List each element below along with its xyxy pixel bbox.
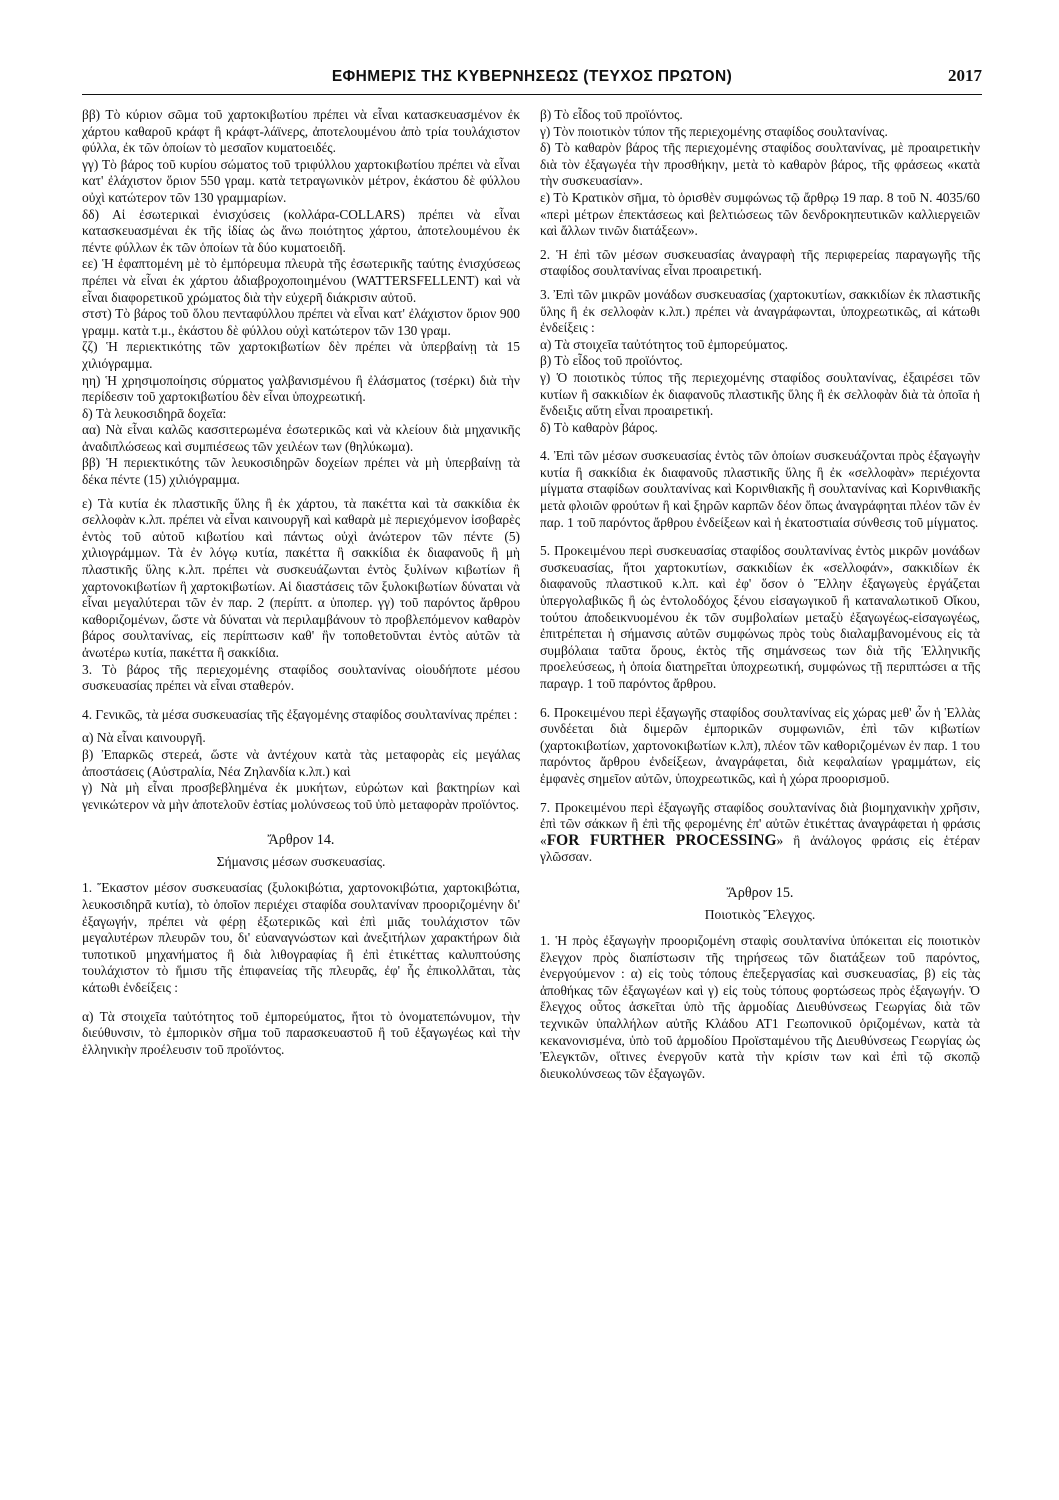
paragraph: 3. Ἐπὶ τῶν μικρῶν μονάδων συσκευασίας (χαρτοκυτίων, σακκιδίων ἐκ πλαστικῆς ὕλης ἢ ἐκ σελλοφὰν κ.λπ.) πρέπει νὰ ἀναγράφωνται, ὑποχρεωτικῶς, αἱ κάτωθι ἐνδείξεις : (540, 286, 980, 336)
paragraph: γ) Νὰ μὴ εἶναι προσβεβλημένα ἐκ μυκήτων, εὐρώτων καὶ βακτηρίων καὶ γενικώτερον νὰ μὴν ἀποτελοῦν ἑστίας μολύνσεως τοῦ ὑπὸ μεταφορὰν προϊόντος. (82, 780, 520, 812)
right-column (540, 107, 980, 1082)
paragraph: ε) Τὸ Κρατικὸν σῆμα, τὸ ὁρισθὲν συμφώνως τῷ ἄρθρῳ 19 παρ. 8 τοῦ Ν. 4035/60 «περὶ μέτρων ἐπεκτάσεως καὶ βελτιώσεως τῶν δενδροκηπευτικῶν καλλιεργειῶν καὶ ἄλλων τινῶν διατάξεων». (540, 189, 980, 239)
paragraph: εε) Ἡ ἐφαπτομένη μὲ τὸ ἐμπόρευμα πλευρὰ τῆς ἐσωτερικῆς ταύτης ἐνισχύσεως πρέπει νὰ εἶναι ἐκ χάρτου ἀδιαβροχοποιημένου (WATTERSFELLENT) καὶ νὰ εἶναι διαφορετικοῦ χρώματος διὰ τὴν εὐχερῆ διάκρισιν αὐτοῦ. (82, 256, 520, 305)
paragraph: ηη) Ἡ χρησιμοποίησις σύρματος γαλβανισμένου ἢ ἐλάσματος (τσέρκι) διὰ τὴν περίδεσιν τοῦ χαρτοκιβωτίου δὲν εἶναι ὑποχρεωτική. (82, 372, 520, 405)
page-number: 2017 (948, 66, 982, 85)
text-span: » ἢ ἀνάλογος φράσις εἰς ἑτέραν γλῶσσαν. (540, 832, 980, 865)
paragraph: δδ) Αἱ ἐσωτερικαὶ ἐνισχύσεις (κολλάρα-COLLARS) πρέπει νὰ εἶναι κατασκευασμέναι ἐκ τῆς ἰδίας ὡς ἄνω ποιότητος χάρτου, ἀποτελουμένου ἐκ πέντε φύλλων ἐκ τῶν ὁποίων τὰ δύο κυματοειδῆ. (82, 206, 520, 255)
paragraph: α) Νὰ εἶναι καινουργῆ. (82, 730, 206, 746)
paragraph: 4. Γενικῶς, τὰ μέσα συσκευασίας τῆς ἐξαγομένης σταφίδος σουλτανίνας πρέπει : (82, 706, 518, 722)
paragraph: ε) Τὰ κυτία ἐκ πλαστικῆς ὕλης ἢ ἐκ χάρτου, τὰ πακέττα καὶ τὰ σακκίδια ἐκ σελλοφὰν κ.λπ. πρέπει νὰ εἶναι καινουργῆ καὶ καθαρὰ μὲ περιεχόμενον ἰσοβαρὲς ἐντὸς τοῦ αὐτοῦ κιβωτίου καὶ πάντως οὐχὶ ἀνώτερον τῶν πέντε (5) χιλιογράμμων. Τὰ ἐν λόγῳ κυτία, πακέττα ἢ σακκίδια ἐκ διαφανοῦς ἢ μὴ πλαστικῆς ὕλης κ.λπ. πρέπει νὰ συσκευάζωνται ἐντὸς ξυλίνων κιβωτίων ἢ χαρτονοκιβωτίων ἢ χαρτοκιβωτίων. Αἱ διαστάσεις τῶν ξυλοκιβωτίων δύναται νὰ εἶναι μεγαλύτεραι τῶν ἐν παρ. 2 (περίπτ. α ὑποπερ. γγ) τοῦ παρόντος ἄρθρου καθοριζομένων, ὥστε νὰ δύναται νὰ περιλαμβάνουν τὸ προβλεπόμενον καθαρὸν βάρος σουλτανίνας, εἰς περίπτωσιν καθ' ἣν τοποθετοῦνται ἐντὸς αὐτῶν τὰ ἀνωτέρω κυτία, πακέττα ἢ σακκίδια. (82, 495, 520, 660)
paragraph: 5. Προκειμένου περὶ συσκευασίας σταφίδος σουλτανίνας ἐντὸς μικρῶν μονάδων συσκευασίας, ἤτοι χαρτοκυτίων, σακκιδίων ἐκ «σελλοφάν», σακκιδίων ἐκ διαφανοῦς πλαστικοῦ κ.λπ. καὶ ἐφ' ὅσον ὁ Ἕλλην ἐξαγωγεὺς ἐργάζεται ὑπεργολαβικῶς ἢ ὡς ἐντολοδόχος ξένου εἰσαγωγικοῦ ἢ καταναλωτικοῦ Οἴκου, τούτου ἀποδεικνυομένου ἐκ τῶν συμβολαίων μεταξὺ ἐξαγωγέως-εἰσαγωγέως, ἐπιτρέπεται ἡ σήμανσις αὐτῶν συμφώνως πρὸς τοὺς διαλαμβανομένους εἰς τὰ συμβόλαια ταῦτα ὅρους, ἐκτὸς τῆς σημάνσεως των διὰ τῆς Ἑλληνικῆς προελεύσεως, ἡ ὁποία διατηρεῖται ὑποχρεωτική, συμφώνως τῇ περιπτώσει α τῆς παραγρ. 1 τοῦ παρόντος ἄρθρου. (540, 543, 980, 691)
paragraph: 1. Ἡ πρὸς ἐξαγωγὴν προοριζομένη σταφὶς σουλτανίνα ὑπόκειται εἰς ποιοτικὸν ἔλεγχον πρὸς διαπίστωσιν τῆς τηρήσεως τῶν διατάξεων τοῦ παρόντος, ἐνεργούμενον : α) εἰς τοὺς τόπους ἐπεξεργασίας καὶ συσκευασίας, β) εἰς τὰς ἀποθήκας τῶν ἐξαγωγέων καὶ γ) εἰς τοὺς τόπους φορτώσεως πρὸς ἐξαγωγήν. Ὁ ἔλεγχος οὗτος ἀσκεῖται ὑπὸ τῆς ἁρμοδίας Διευθύνσεως Γεωργίας διὰ τῶν τεχνικῶν ὑπαλλήλων αὐτῆς Κλάδου ΑΤ1 Γεωπονικοῦ ὁριζομένων, κατὰ τὰ κεκανονισμένα, ὑπὸ τοῦ ἁρμοδίου Προϊσταμένου τῆς Διευθύνσεως Γεωργίας ὡς Ἐλεγκτῶν, οἵτινες ἐνεργοῦν κατὰ τὴν κρίσιν των καὶ ἐπὶ τῷ σκοπῷ διευκολύνσεως τῶν ἐξαγωγῶν. (540, 932, 980, 1081)
paragraph: γ) Τὸν ποιοτικὸν τύπον τῆς περιεχομένης σταφίδος σουλτανίνας. (540, 123, 888, 139)
article-15-title: Ἄρθρον 15. (726, 884, 794, 901)
paragraph: ββ) Τὸ κύριον σῶμα τοῦ χαρτοκιβωτίου πρέπει νὰ εἶναι κατασκευασμένον ἐκ χάρτου καθαροῦ κράφτ ἢ κράφτ-λάϊνερς, ἀποτελουμένου ἀπὸ τρία τουλάχιστον φύλλα, ἐκ τῶν ὁποίων τὸ μεσαῖον κυματοειδές. (82, 107, 520, 156)
paragraph: 4. Ἐπὶ τῶν μέσων συσκευασίας ἐντὸς τῶν ὁποίων συσκευάζονται πρὸς ἐξαγωγὴν κυτία ἢ σακκίδια ἐκ διαφανοῦς πλαστικῆς ὕλης ἢ ἐκ «σελλοφὰν» περιέχοντα μίγματα σταφίδων σουλτανίνας καὶ Κορινθιακῆς ἢ σουλτανίνας καὶ Κορινθιακῆς μετὰ φλοιῶν φρούτων ἢ καὶ ξηρῶν καρπῶν δέον ὅπως ἀναγράφηται πλέον τῶν ἐν παρ. 1 τοῦ παρόντος ἄρθρου ἐνδείξεων καὶ ἡ ἑκατοστιαία σύνθεσις τοῦ μίγματος. (540, 448, 980, 530)
paragraph: ζζ) Ἡ περιεκτικότης τῶν χαρτοκιβωτίων δὲν πρέπει νὰ ὑπερβαίνῃ τὰ 15 χιλιόγραμμα. (82, 339, 520, 371)
header-rule (82, 94, 982, 95)
paragraph: αα) Νὰ εἶναι καλῶς κασσιτερωμένα ἐσωτερικῶς καὶ νὰ κλείουν διὰ μηχανικῆς ἀναδιπλώσεως καὶ συμπιέσεως τῶν χειλέων των (θηλύκωμα). (82, 422, 520, 454)
left-column (82, 107, 520, 1058)
text-span: 7. Προκειμένου περὶ ἐξαγωγῆς σταφίδος σουλτανίνας διὰ βιομηχανικὴν χρῆσιν, ἐπὶ τῶν σάκκων ἢ ἐπὶ τῆς φερομένης ἐπ' αὐτῶν ἐτικέττας ἀναγράφεται ἡ φράσις « (540, 799, 980, 848)
paragraph: β) Τὸ εἶδος τοῦ προϊόντος. (540, 107, 683, 122)
paragraph: στστ) Τὸ βάρος τοῦ ὅλου πενταφύλλου πρέπει νὰ εἶναι κατ' ἐλάχιστον ὅριον 900 γραμμ. κατὰ τ.μ., ἑκάστου δὲ φύλλου οὐχὶ κατώτερον τῶν 130 γραμ. (82, 306, 520, 338)
paragraph: 2. Ἡ ἐπὶ τῶν μέσων συσκευασίας ἀναγραφὴ τῆς περιφερείας παραγωγῆς τῆς σταφίδος σουλτανίνας εἶναι προαιρετική. (540, 246, 980, 279)
paragraph: β) Τὸ εἶδος τοῦ προϊόντος. (540, 353, 683, 369)
article-15-subtitle: Ποιοτικὸς Ἔλεγχος. (704, 906, 816, 922)
gazette-title: ΕΦΗΜΕΡΙΣ ΤΗΣ ΚΥΒΕΡΝΗΣΕΩΣ (ΤΕΥΧΟΣ ΠΡΩΤΟΝ) (331, 68, 733, 85)
further-processing-phrase: FOR FURTHER PROCESSING (546, 831, 777, 849)
page-header (82, 64, 982, 92)
paragraph: δ) Τὸ καθαρὸν βάρος. (540, 419, 658, 435)
paragraph-further-processing (540, 800, 980, 866)
paragraph: δ) Τὸ καθαρὸν βάρος τῆς περιεχομένης σταφίδος σουλτανίνας, μὲ προαιρετικὴν διὰ τὸν ἐξαγωγέα τὴν προσθήκην, μετὰ τὸ καθαρὸν βάρος, τῆς φράσεως «κατὰ τὴν συσκευασίαν». (540, 140, 980, 189)
paragraph: ββ) Ἡ περιεκτικότης τῶν λευκοσιδηρῶν δοχείων πρέπει νὰ μὴ ὑπερβαίνῃ τὰ δέκα πέντε (15) χιλιόγραμμα. (82, 455, 520, 488)
paragraph: α) Τὰ στοιχεῖα ταὐτότητος τοῦ ἐμπορεύματος. (540, 336, 788, 352)
paragraph: 1. Ἕκαστον μέσον συσκευασίας (ξυλοκιβώτια, χαρτονοκιβώτια, χαρτοκιβώτια, λευκοσιδηρᾶ κυτία), τὸ ὁποῖον περιέχει σταφίδα σουλτανίναν προοριζομένην δι' ἐξαγωγήν, πρέπει νὰ φέρῃ ἐξωτερικῶς καὶ ἐπὶ μιᾶς τουλάχιστον τῶν μεγαλυτέρων πλευρῶν του, δι' εὐαναγνώστων καὶ ἀνεξιτήλων χαρακτήρων διὰ τυποτικοῦ μηχανήματος ἢ διὰ λιθογραφίας ἢ ἐπὶ ἐτικέττας καλυπτούσης τουλάχιστον τὸ ἥμισυ τῆς ἐπιφανείας τῆς πλευρᾶς, ἐφ' ἧς ἐπικολλᾶται, τὰς κάτωθι ἐνδείξεις : (82, 880, 520, 995)
article-14-subtitle: Σήμανσις μέσων συσκευασίας. (216, 854, 386, 870)
paragraph: β) Ἐπαρκῶς στερεά, ὥστε νὰ ἀντέχουν κατὰ τὰς μεταφορὰς εἰς μεγάλας ἀποστάσεις (Αὐστραλία, Νέα Ζηλανδία κ.λπ.) καὶ (82, 746, 520, 779)
paragraph: γ) Ὁ ποιοτικὸς τύπος τῆς περιεχομένης σταφίδος σουλτανίνας, ἐξαιρέσει τῶν κυτίων ἢ σακκιδίων ἐκ διαφανοῦς πλαστικῆς ὕλης ἢ ἐκ σελλοφὰν διὰ τὰ ὁποῖα ἡ ἔνδειξις αὕτη εἶναι προαιρετική. (540, 369, 980, 419)
paragraph: δ) Τὰ λευκοσιδηρᾶ δοχεῖα: (82, 405, 227, 421)
article-14-title: Ἄρθρον 14. (267, 832, 335, 849)
paragraph: α) Τὰ στοιχεῖα ταὐτότητος τοῦ ἐμπορεύματος, ἤτοι τὸ ὀνοματεπώνυμον, τὴν διεύθυνσιν, τὸ ἐμπορικὸν σῆμα τοῦ παρασκευαστοῦ ἢ τοῦ ἐξαγωγέως καὶ τὴν ἑλληνικὴν προέλευσιν τοῦ προϊόντος. (82, 1008, 520, 1057)
paragraph: 6. Προκειμένου περὶ ἐξαγωγῆς σταφίδος σουλτανίνας εἰς χώρας μεθ' ὧν ἡ Ἑλλὰς συνδέεται διὰ διμερῶν ἐμπορικῶν συμφωνιῶν, ἐπὶ τῶν κιβωτίων (χαρτοκιβωτίων, χαρτονοκιβωτίων κ.λπ), πλέον τῶν καθοριζομένων ἐν παρ. 1 του παρόντος ἄρθρου ἐνδείξεων, ἀναγράφεται, διὰ κεφαλαίων γραμμάτων, εἰς ἐμφανὲς σημεῖον αὐτῶν, ὑποχρεωτικῶς, καὶ ἡ χώρα προορισμοῦ. (540, 704, 980, 786)
paragraph: 3. Τὸ βάρος τῆς περιεχομένης σταφίδος σουλτανίνας οἱουδήποτε μέσου συσκευασίας πρέπει νὰ εἶναι σταθερόν. (82, 661, 520, 694)
paragraph: γγ) Τὸ βάρος τοῦ κυρίου σώματος τοῦ τριφύλλου χαρτοκιβωτίου πρέπει νὰ εἶναι κατ' ἐλάχιστον ὅριον 550 γραμ. κατὰ τετραγωνικὸν μέτρον, ἑκάστου δὲ φύλλου οὐχὶ κατώτερον τῶν 130 γραμμαρίων. (82, 156, 520, 205)
